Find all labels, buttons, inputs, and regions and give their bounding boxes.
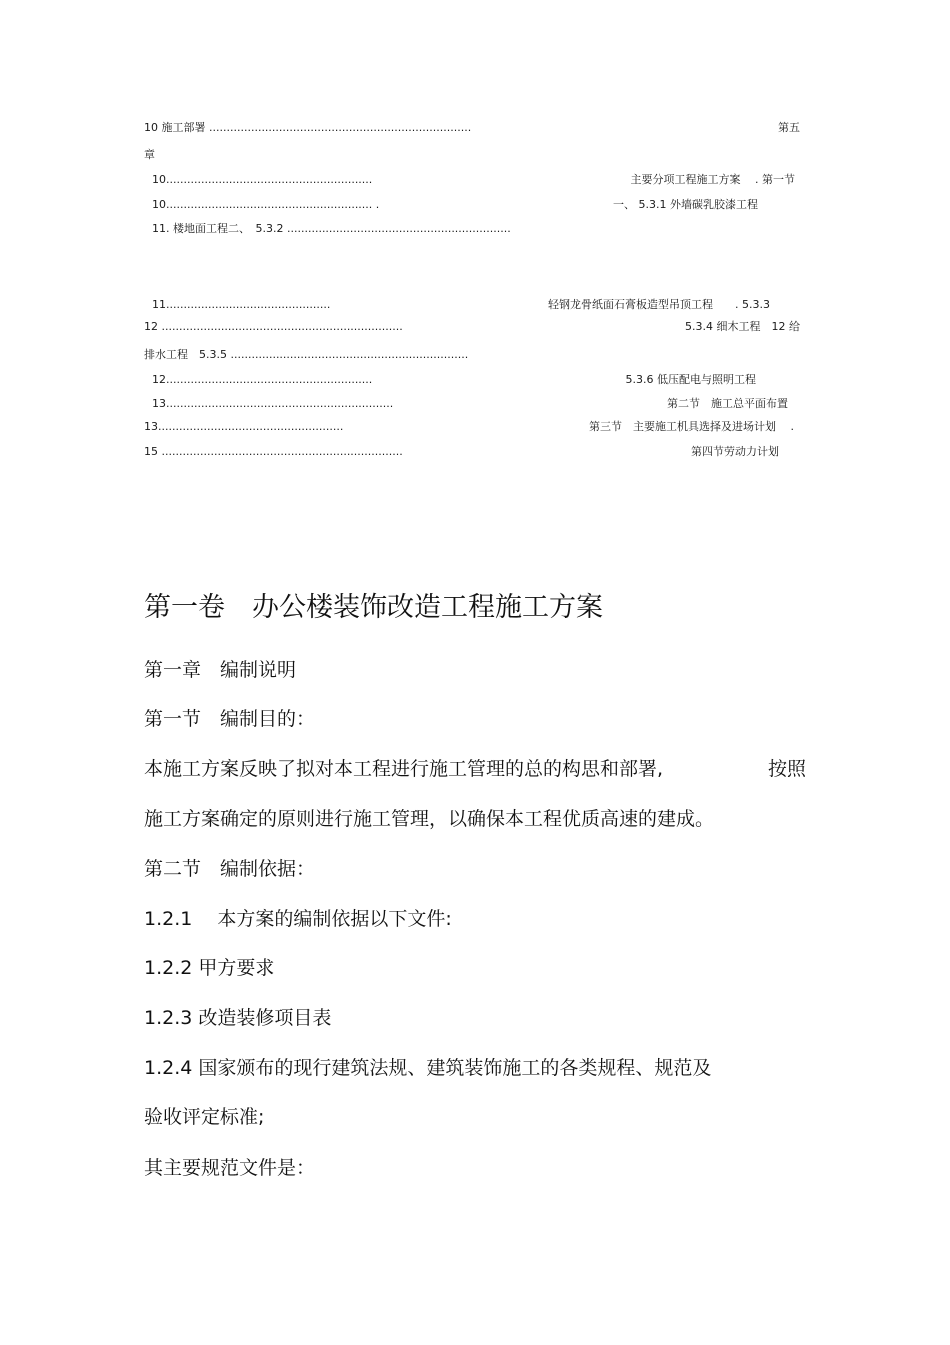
toc-row-left: 11. 楼地面工程二、 5.3.2 ................................................................ [152,222,511,235]
paragraph-line: 其主要规范文件是： [144,1157,316,1179]
toc-row-left: 12 ..................................................................... [144,320,403,333]
toc-row-right: 5.3.6 低压配电与照明工程 [625,373,756,386]
list-item: 1.2.3 改造装修项目表 [144,1007,332,1029]
toc-row-left: 11............................................... [152,298,331,311]
list-item: 1.2.4 国家颁布的现行建筑法规、建筑装饰施工的各类规程、规范及 [144,1057,712,1079]
toc-row-right: 第二节 施工总平面布置 [667,397,788,410]
toc-row-right: 第三节 主要施工机具选择及进场计划 . [589,420,794,433]
toc-row-left: 10 施工部署 ........................................................................... [144,121,472,134]
toc-row-left: 13..................................................... [144,420,344,433]
volume-title: 第一卷 办公楼装饰改造工程施工方案 [144,592,603,623]
toc-row-right: 一、 5.3.1 外墙碳乳胶漆工程 [613,198,758,211]
paragraph-line [144,756,806,782]
toc-row-left: 10........................................................... [152,173,373,186]
toc-row-right: 5.3.4 细木工程 12 给 [685,320,800,333]
paragraph-text: 按照 [767,758,806,780]
chapter-title: 第一章 编制说明 [144,659,297,681]
toc-row-left: 12........................................................... [152,373,373,386]
list-item: 1.2.1 本方案的编制依据以下文件: [144,908,452,930]
paragraph-text: 本施工方案反映了拟对本工程进行施工管理的总的构思和部署, [144,758,664,780]
section-title-purpose: 第一节 编制目的： [144,708,316,730]
toc-row-right: 第五 [778,121,800,134]
toc-row-left: 排水工程 5.3.5 .................................................................... [144,348,469,361]
toc-row-right: 第四节劳动力计划 [691,445,779,458]
toc-row-right: 轻钢龙骨纸面石膏板造型吊顶工程 . 5.3.3 [548,298,770,311]
paragraph-line: 施工方案确定的原则进行施工管理，以确保本工程优质高速的建成。 [144,808,715,830]
toc-row-left: 章 [144,148,155,161]
section-title-basis: 第二节 编制依据： [144,858,316,880]
toc-row-left: 15 ..................................................................... [144,445,403,458]
toc-row-left: 13................................................................. [152,397,394,410]
toc-row-left: 10........................................................... . [152,198,380,211]
toc-row-right: 主要分项工程施工方案 . 第一节 [630,173,795,186]
list-item: 1.2.2 甲方要求 [144,957,275,979]
list-item-continuation: 验收评定标准; [144,1106,265,1128]
